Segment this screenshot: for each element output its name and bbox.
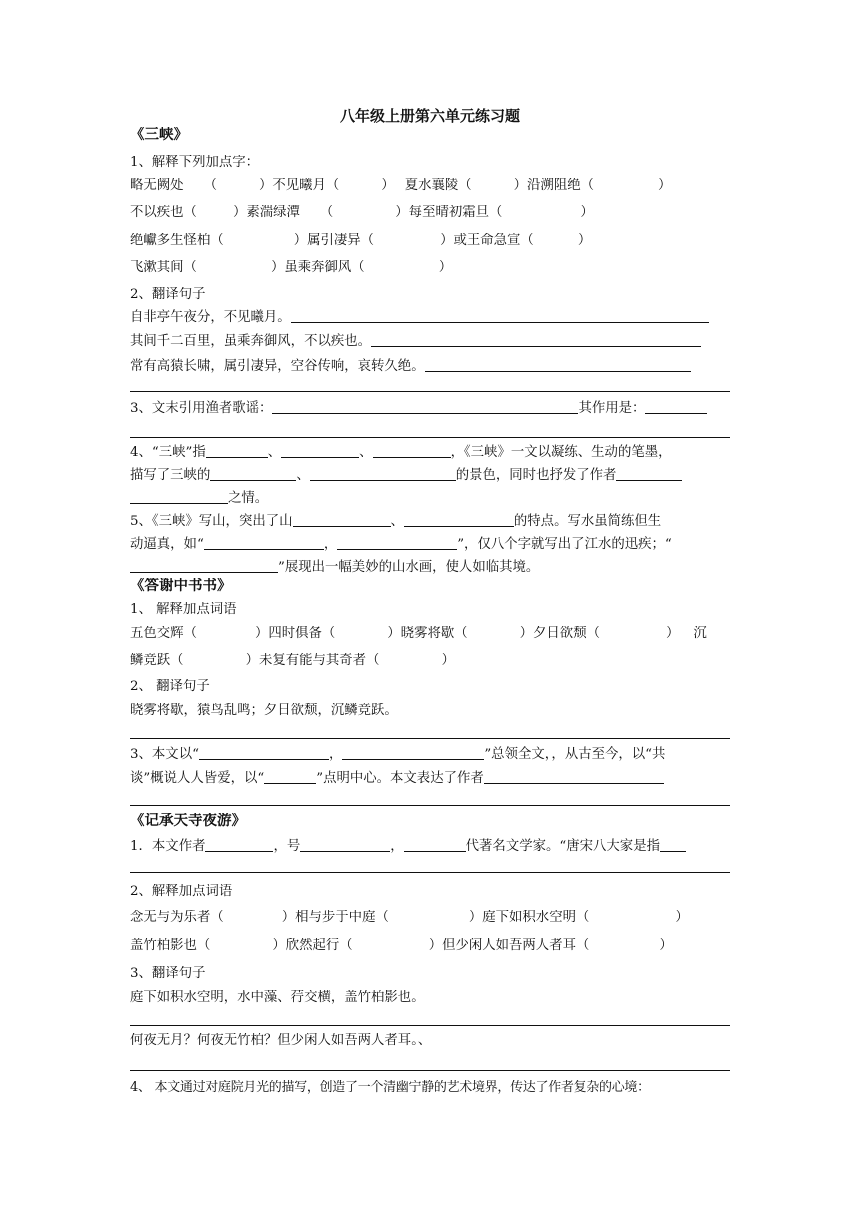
answer-line[interactable] — [130, 805, 730, 806]
answer-blank[interactable] — [645, 400, 707, 414]
answer-blank[interactable] — [484, 770, 664, 784]
translate-sentence-2: 何夜无月？何夜无竹柏？但少闲人如吾两人者耳。、 — [130, 1033, 432, 1048]
question-2-prompt: 2、 翻译句子 — [130, 679, 210, 694]
word-row-4: 飞漱其间（ ）虽乘奔御风（ ） — [130, 260, 453, 275]
word-row-1: 略无阙处 （ ）不见曦月（ ） 夏水襄陵（ ）沿溯阻绝（ ） — [130, 178, 672, 193]
section-heading-sanxia: 《三峡》 — [130, 127, 188, 143]
answer-line[interactable] — [130, 738, 730, 739]
answer-blank[interactable] — [130, 559, 278, 573]
question-1-prompt: 1、 解释加点词语 — [130, 602, 237, 617]
answer-blank[interactable] — [199, 746, 329, 760]
question-4-line-2: 描写了三峡的 、 的景色，同时也抒发了作者 — [130, 467, 730, 484]
answer-blank[interactable] — [281, 444, 359, 458]
question-1-line: 1．本文作者 ，号 ， 代著名文学家。“唐宋八大家是指 — [130, 838, 730, 855]
answer-line[interactable] — [130, 437, 730, 438]
translate-sentence-2: 其间千二百里，虽乘奔御风，不以疾也。 — [130, 333, 730, 350]
answer-blank[interactable] — [616, 467, 682, 481]
answer-blank[interactable] — [425, 358, 691, 372]
question-2-prompt: 2、翻译句子 — [130, 287, 206, 302]
question-3-prompt: 3、文末引用渔者歌谣： 其作用是： — [130, 400, 730, 417]
answer-line[interactable] — [130, 1070, 730, 1071]
word-row-1: 念无与为乐者（ ）相与步于中庭（ ）庭下如积水空明（ ） — [130, 910, 689, 925]
answer-blank[interactable] — [310, 467, 456, 481]
question-3-line-1: 3、本文以“ ， ”总领全文，，从古至今，以“共 — [130, 747, 666, 762]
question-3-prompt: 3、翻译句子 — [130, 966, 206, 981]
answer-blank[interactable] — [264, 770, 316, 784]
question-5-line-3: ”展现出一幅美妙的山水画，使人如临其境。 — [130, 559, 730, 576]
question-2-prompt: 2、解释加点词语 — [130, 884, 233, 899]
answer-blank[interactable] — [130, 490, 228, 504]
word-row-2: 不以疾也（ ）素湍绿潭 （ ）每至晴初霜旦（ ） — [130, 205, 594, 220]
answer-blank[interactable] — [291, 309, 709, 323]
answer-blank[interactable] — [404, 838, 466, 852]
answer-blank[interactable] — [660, 838, 686, 852]
word-row-2: 鳞竞跃（ ）未复有能与其奇者（ ） — [130, 653, 455, 668]
translate-sentence-1: 庭下如积水空明，水中藻、荇交横，盖竹柏影也。 — [130, 990, 425, 1005]
word-row-1: 五色交辉（ ）四时俱备（ ）晓雾将歇（ ）夕日欲颓（ ） 沉 — [130, 626, 707, 641]
translate-sentence-1: 自非亭午夜分，不见曦月。 — [130, 309, 730, 326]
answer-blank[interactable] — [371, 333, 701, 347]
page-title: 八年级上册第六单元练习题 — [339, 107, 520, 125]
answer-blank[interactable] — [206, 444, 268, 458]
word-row-3: 绝巘多生怪柏（ ）属引凄异（ ）或王命急宣（ ） — [130, 233, 592, 248]
answer-blank[interactable] — [300, 838, 390, 852]
answer-blank[interactable] — [210, 467, 296, 481]
section-heading-daxie: 《答谢中书书》 — [130, 578, 232, 594]
answer-line[interactable] — [130, 872, 730, 873]
question-1-prompt: 1、解释下列加点字： — [130, 155, 260, 170]
question-5-line-2: 动逼真，如“ ， ”，仅八个字就写出了江水的迅疾；“ — [130, 537, 672, 552]
answer-blank[interactable] — [373, 444, 451, 458]
answer-blank[interactable] — [337, 536, 457, 550]
translate-sentence-3: 常有高猿长啸，属引凄异，空谷传响，哀转久绝。 — [130, 358, 730, 375]
word-row-2: 盖竹柏影也（ ）欣然起行（ ）但少闲人如吾两人者耳（ ） — [130, 938, 673, 953]
question-4-prompt: 4、 本文通过对庭院月光的描写，创造了一个清幽宁静的艺术境界，传达了作者复杂的心境： — [130, 1080, 650, 1095]
answer-blank[interactable] — [293, 513, 391, 527]
answer-blank[interactable] — [404, 513, 514, 527]
answer-blank[interactable] — [342, 746, 484, 760]
translate-sentence-1: 晓雾将歇，猿鸟乱鸣；夕日欲颓，沉鳞竞跃。 — [130, 703, 398, 718]
question-3-line-2: 谈”概说人人皆爱，以“ ”点明中心。本文表达了作者 — [130, 770, 730, 787]
answer-line[interactable] — [130, 391, 730, 392]
question-4-line-3: 之情。 — [130, 490, 730, 507]
answer-blank[interactable] — [204, 536, 324, 550]
answer-blank[interactable] — [272, 400, 578, 414]
answer-blank[interactable] — [205, 838, 273, 852]
answer-line[interactable] — [130, 1025, 730, 1026]
section-heading-chengtiansi: 《记承天寺夜游》 — [130, 813, 246, 829]
question-4-line-1: 4、“三峡”指 、 、 ，《三峡》一文以凝练、生动的笔墨， — [130, 445, 672, 460]
question-5-line-1: 5、《三峡》写山，突出了山 、 的特点。写水虽简练但生 — [130, 514, 662, 529]
